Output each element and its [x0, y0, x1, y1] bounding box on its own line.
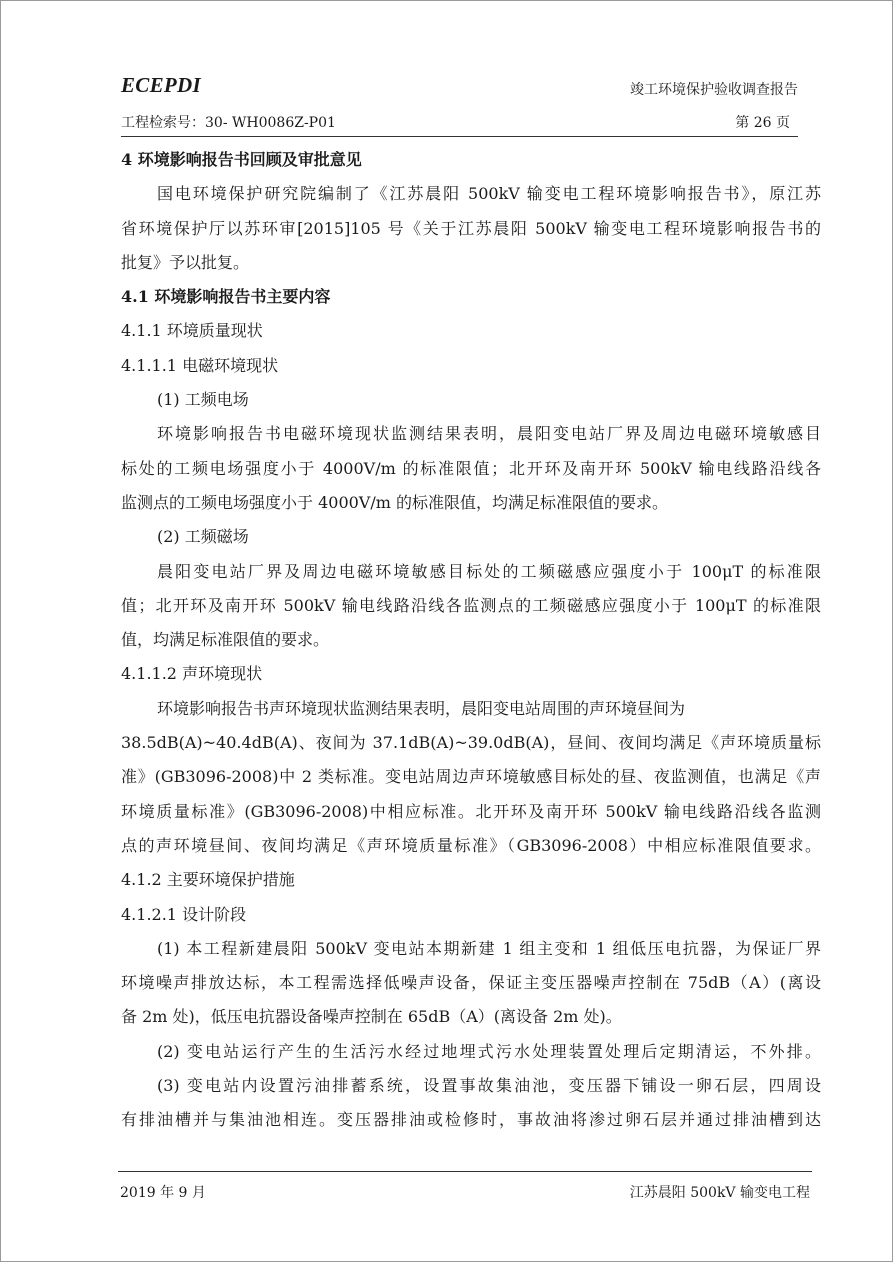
document-index-number: 工程检索号：30- WH0086Z-P01 [121, 115, 336, 131]
text-line: 批复》予以批复。 [121, 252, 250, 272]
text-line: 4.1.2.1 设计阶段 [121, 904, 247, 924]
text-line: 有排油槽并与集油池相连。变压器排油或检修时，事故油将渗过卵石层并通过排油槽到达 [121, 1110, 821, 1130]
text-line: 4.1.1 环境质量现状 [121, 321, 263, 341]
section-heading: 4 环境影响报告书回顾及审批意见 [121, 150, 362, 169]
text-line: 备 2m 处)，低压电抗器设备噪声控制在 65dB（A）(离设备 2m 处)。 [121, 1007, 622, 1027]
text-line: 监测点的工频电场强度小于 4000V/m 的标准限值，均满足标准限值的要求。 [121, 492, 669, 512]
text-line: (1) 工频电场 [157, 390, 249, 410]
company-logo: ECEPDI [121, 73, 201, 97]
text-line: (2) 变电站运行产生的生活污水经过地埋式污水处理装置处理后定期清运，不外排。 [157, 1041, 821, 1061]
page-footer [118, 1171, 812, 1202]
text-line: 点的声环境昼间、夜间均满足《声环境质量标准》（GB3096-2008）中相应标准限值要求。 [121, 835, 821, 855]
text-line: 环境影响报告书声环境现状监测结果表明，晨阳变电站周围的声环境昼间为 [157, 698, 686, 718]
section-heading: 4.1 环境影响报告书主要内容 [121, 287, 331, 307]
page-header [121, 73, 798, 99]
text-line: 值；北开环及南开环 500kV 输电线路沿线各监测点的工频磁感应强度小于 100μT 的标准限 [121, 595, 821, 615]
text-line: (1) 本工程新建晨阳 500kV 变电站本期新建 1 组主变和 1 组低压电抗器，为保证厂界 [157, 938, 821, 958]
text-line: 环境影响报告书电磁环境现状监测结果表明，晨阳变电站厂界及周边电磁环境敏感目 [157, 424, 821, 444]
text-line: (2) 工频磁场 [157, 527, 249, 547]
page-number: 第 26 页 [735, 115, 790, 131]
body-text [121, 143, 821, 1138]
text-line: 4.1.1.2 声环境现状 [121, 664, 263, 684]
text-line: 值，均满足标准限值的要求。 [121, 630, 330, 650]
text-line: 准》(GB3096-2008)中 2 类标准。变电站周边声环境敏感目标处的昼、夜监测值，也满足《声 [121, 767, 821, 787]
text-line: 标处的工频电场强度小于 4000V/m 的标准限值；北开环及南开环 500kV 输电线路沿线各 [121, 458, 821, 478]
text-line: 4.1.1.1 电磁环境现状 [121, 355, 279, 375]
text-line: 晨阳变电站厂界及周边电磁环境敏感目标处的工频磁感应强度小于 100μT 的标准限 [157, 561, 821, 581]
text-line: 4.1.2 主要环境保护措施 [121, 870, 295, 890]
text-line: (3) 变电站内设置污油排蓄系统，设置事故集油池，变压器下铺设一卵石层，四周设 [157, 1076, 821, 1096]
footer-project-name: 江苏晨阳 500kV 输变电工程 [629, 1185, 810, 1201]
text-line: 环境噪声排放达标，本工程需选择低噪声设备，保证主变压器噪声控制在 75dB（A）(离设 [121, 973, 821, 993]
footer-date: 2019 年 9 月 [120, 1185, 206, 1201]
report-title: 竣工环境保护验收调查报告 [630, 82, 798, 98]
text-line: 38.5dB(A)~40.4dB(A)、夜间为 37.1dB(A)~39.0dB(A)，昼间、夜间均满足《声环境质量标 [121, 733, 821, 753]
text-line: 省环境保护厅以苏环审[2015]105 号《关于江苏晨阳 500kV 输变电工程环境影响报告书的 [121, 218, 821, 238]
text-line: 环境质量标准》(GB3096-2008)中相应标准。北开环及南开环 500kV 输电线路沿线各监测 [121, 801, 821, 821]
text-line: 国电环境保护研究院编制了《江苏晨阳 500kV 输变电工程环境影响报告书》，原江苏 [157, 184, 821, 204]
header-meta-row [121, 112, 798, 137]
